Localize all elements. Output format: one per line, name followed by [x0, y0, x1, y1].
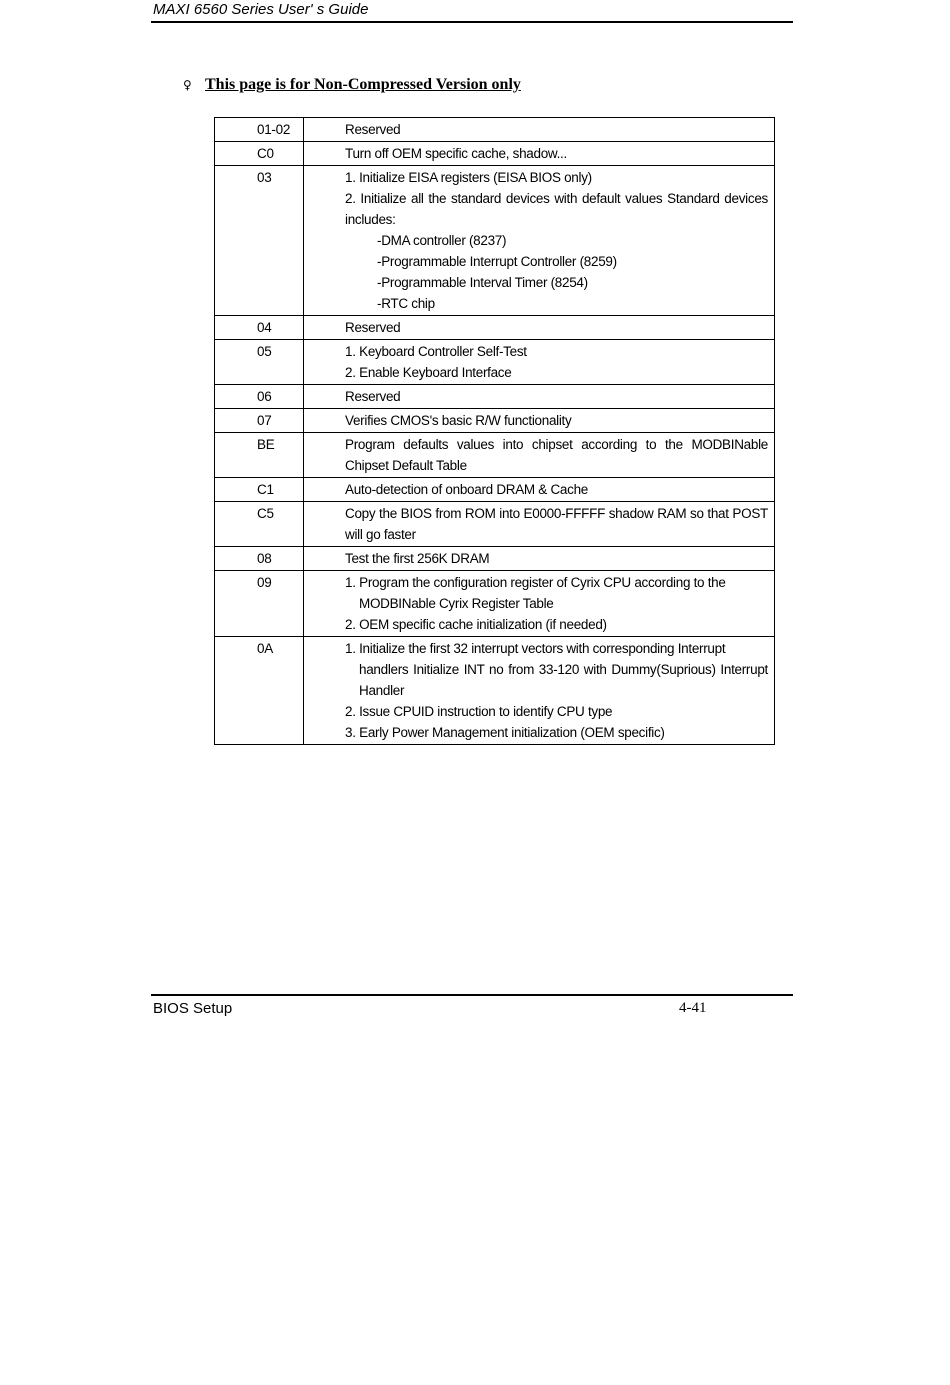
- page-number: 4-41: [679, 1000, 707, 1016]
- table-row: [215, 571, 775, 637]
- description-line: -Programmable Interrupt Controller (8259): [377, 254, 617, 269]
- description-cell: [304, 637, 775, 745]
- footer-section-name: BIOS Setup: [153, 1000, 233, 1017]
- description-line: Reserved: [345, 389, 401, 404]
- post-code-cell: C1: [215, 478, 304, 502]
- description-line: -DMA controller (8237): [377, 233, 507, 248]
- table-row: [215, 166, 775, 316]
- post-code-cell: C0: [215, 142, 304, 166]
- description-line: 1. Initialize the first 32 interrupt vectors with corresponding Interrupt: [345, 641, 726, 656]
- table-row: [215, 547, 775, 571]
- table-row: [215, 142, 775, 166]
- description-line: 1. Initialize EISA registers (EISA BIOS only): [345, 170, 592, 185]
- description-line: 1. Program the configuration register of Cyrix CPU according to the: [345, 575, 726, 590]
- description-cell: [304, 547, 775, 571]
- description-line: Auto-detection of onboard DRAM & Cache: [345, 482, 588, 497]
- description-line: -Programmable Interval Timer (8254): [377, 275, 588, 290]
- table-row: [215, 433, 775, 478]
- post-code-cell: 0A: [215, 637, 304, 745]
- description-cell: [304, 433, 775, 478]
- description-line: Turn off OEM specific cache, shadow...: [345, 146, 567, 161]
- description-line: Test the first 256K DRAM: [345, 551, 490, 566]
- post-code-table: [214, 117, 775, 745]
- post-code-cell: 09: [215, 571, 304, 637]
- description-line: handlers Initialize INT no from 33-120 with Dummy(Suprious) Interrupt Handler: [359, 662, 768, 698]
- description-cell: [304, 316, 775, 340]
- table-row: [215, 478, 775, 502]
- post-code-table-body: [215, 118, 775, 745]
- section-heading-text: This page is for Non-Compressed Version only: [205, 76, 521, 93]
- table-row: [215, 502, 775, 547]
- table-row: [215, 316, 775, 340]
- description-line: 2. Issue CPUID instruction to identify CPU type: [345, 704, 613, 719]
- description-line: -RTC chip: [377, 296, 435, 311]
- female-symbol-icon: ♀: [183, 78, 192, 92]
- description-line: MODBINable Cyrix Register Table: [359, 596, 554, 611]
- description-line: Reserved: [345, 320, 401, 335]
- table-row: [215, 340, 775, 385]
- description-line: 2. OEM specific cache initialization (if needed): [345, 617, 607, 632]
- post-code-cell: 08: [215, 547, 304, 571]
- section-heading: [183, 76, 521, 94]
- description-cell: [304, 118, 775, 142]
- description-cell: [304, 409, 775, 433]
- post-code-cell: 01-02: [215, 118, 304, 142]
- description-line: Verifies CMOS's basic R/W functionality: [345, 413, 572, 428]
- post-code-cell: 07: [215, 409, 304, 433]
- post-code-cell: C5: [215, 502, 304, 547]
- description-line: 3. Early Power Management initialization (OEM specific): [345, 725, 665, 740]
- description-line: Program defaults values into chipset according to the MODBINable Chipset Default Table: [345, 437, 768, 473]
- header-title: MAXI 6560 Series User' s Guide: [153, 1, 369, 18]
- description-cell: [304, 142, 775, 166]
- description-cell: [304, 385, 775, 409]
- table-row: [215, 637, 775, 745]
- header-rule: [151, 21, 793, 23]
- post-code-cell: 05: [215, 340, 304, 385]
- footer-rule: [151, 994, 793, 996]
- post-code-cell: 04: [215, 316, 304, 340]
- description-line: Reserved: [345, 122, 401, 137]
- post-code-cell: 06: [215, 385, 304, 409]
- description-line: 2. Initialize all the standard devices with default values Standard devices includes:: [345, 191, 768, 227]
- post-code-cell: BE: [215, 433, 304, 478]
- post-code-cell: 03: [215, 166, 304, 316]
- description-cell: [304, 166, 775, 316]
- description-line: Copy the BIOS from ROM into E0000-FFFFF shadow RAM so that POST will go faster: [345, 506, 768, 542]
- description-cell: [304, 478, 775, 502]
- table-row: [215, 409, 775, 433]
- table-row: [215, 118, 775, 142]
- description-line: 1. Keyboard Controller Self-Test: [345, 344, 527, 359]
- description-line: 2. Enable Keyboard Interface: [345, 365, 512, 380]
- description-cell: [304, 502, 775, 547]
- table-row: [215, 385, 775, 409]
- description-cell: [304, 340, 775, 385]
- description-cell: [304, 571, 775, 637]
